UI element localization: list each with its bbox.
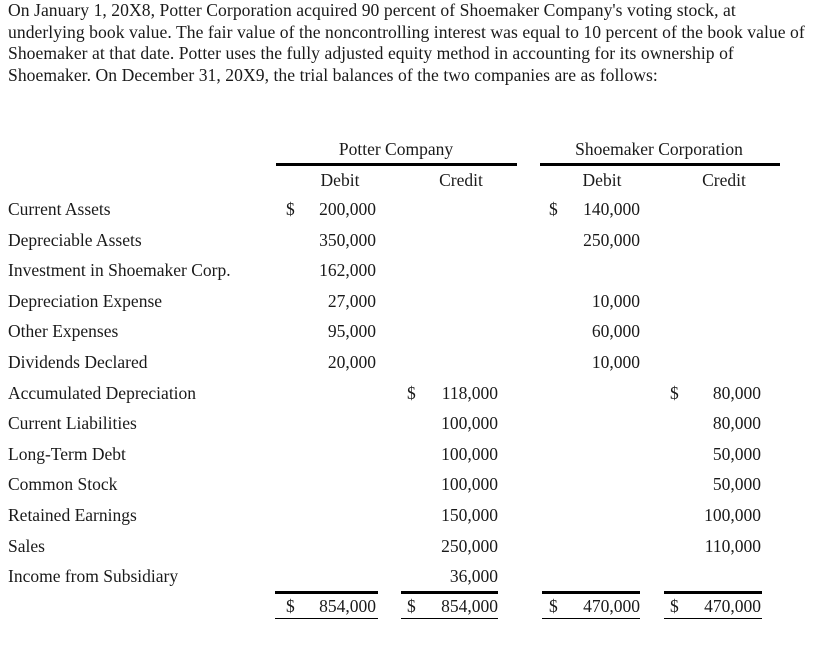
row-label: Current Assets [8,199,111,219]
potter-credit-total-rule [401,591,498,594]
shoe-debit-value: 250,000 [583,230,640,250]
shoe-debit-dollar-sign: $ [549,199,558,219]
potter-credit-header: Credit [439,170,483,190]
potter-debit-total: 854,000 [319,596,376,616]
potter-debit-value: 27,000 [327,291,376,311]
potter-credit-total-dollar: $ [407,596,416,616]
potter-credit-value: 36,000 [449,566,498,586]
shoe-debit-value: 60,000 [591,321,640,341]
shoemaker-debit-header: Debit [582,170,622,190]
potter-header-rule [276,163,517,166]
shoemaker-credit-total: 470,000 [704,596,761,616]
potter-debit-total-rule [275,591,378,594]
row-label: Income from Subsidiary [8,566,179,586]
shoemaker-debit-total-underline [542,618,640,619]
intro-paragraph: On January 1, 20X8, Potter Corporation acquired 90 percent of Shoemaker Company's voting stock, at underlying book value. The fair value of the noncontrolling interest was equal to 10 percent of the book value of Shoemaker at that date. Potter uses the fully adjusted equity method in accounting for its ownership of Shoemaker. On December 31, 20X9, the trial balances of the two companies are as follows: [8,0,805,85]
potter-debit-total-dollar: $ [286,596,295,616]
row-label: Long-Term Debt [8,444,126,464]
problem-statement [8,0,808,86]
row-label: Depreciation Expense [8,291,163,311]
potter-credit-total-underline [401,618,498,619]
potter-debit-value: 20,000 [327,352,376,372]
row-label: Depreciable Assets [8,230,142,250]
potter-credit-value: 100,000 [441,444,498,464]
potter-credit-value: 118,000 [441,383,498,403]
shoe-credit-value: 80,000 [712,383,761,403]
shoemaker-debit-total: 470,000 [583,596,640,616]
shoe-credit-value: 50,000 [712,474,761,494]
potter-debit-value: 350,000 [319,230,376,250]
potter-credit-total: 854,000 [441,596,498,616]
shoemaker-header-rule [540,163,780,166]
potter-debit-value: 95,000 [327,321,376,341]
shoemaker-debit-total-rule [542,591,640,594]
row-label: Dividends Declared [8,352,148,372]
potter-credit-value: 100,000 [441,413,498,433]
potter-debit-header: Debit [320,170,360,190]
shoemaker-credit-header: Credit [702,170,746,190]
shoe-debit-value: 10,000 [591,291,640,311]
row-label: Common Stock [8,474,118,494]
shoemaker-debit-total-dollar: $ [549,596,558,616]
potter-credit-dollar-sign: $ [407,383,416,403]
shoe-credit-value: 80,000 [712,413,761,433]
shoe-debit-value: 10,000 [591,352,640,372]
shoemaker-credit-total-rule [664,591,762,594]
shoemaker-credit-total-underline [664,618,762,619]
potter-credit-value: 100,000 [441,474,498,494]
row-label: Sales [8,536,45,556]
shoe-debit-value: 140,000 [583,199,640,219]
row-label: Current Liabilities [8,413,137,433]
potter-company-header: Potter Company [338,139,454,159]
shoemaker-corporation-header: Shoemaker Corporation [575,139,743,159]
row-label: Other Expenses [8,321,119,341]
shoemaker-credit-total-dollar: $ [670,596,679,616]
potter-credit-value: 250,000 [441,536,498,556]
shoe-credit-value: 100,000 [704,505,761,525]
potter-debit-total-underline [275,618,378,619]
row-label: Retained Earnings [8,505,137,525]
potter-debit-dollar-sign: $ [286,199,295,219]
shoe-credit-value: 110,000 [704,536,761,556]
potter-debit-value: 162,000 [319,260,376,280]
potter-credit-value: 150,000 [441,505,498,525]
shoe-credit-value: 50,000 [712,444,761,464]
row-label: Investment in Shoemaker Corp. [8,260,231,280]
row-label: Accumulated Depreciation [8,383,197,403]
shoe-credit-dollar-sign: $ [670,383,679,403]
potter-debit-value: 200,000 [319,199,376,219]
